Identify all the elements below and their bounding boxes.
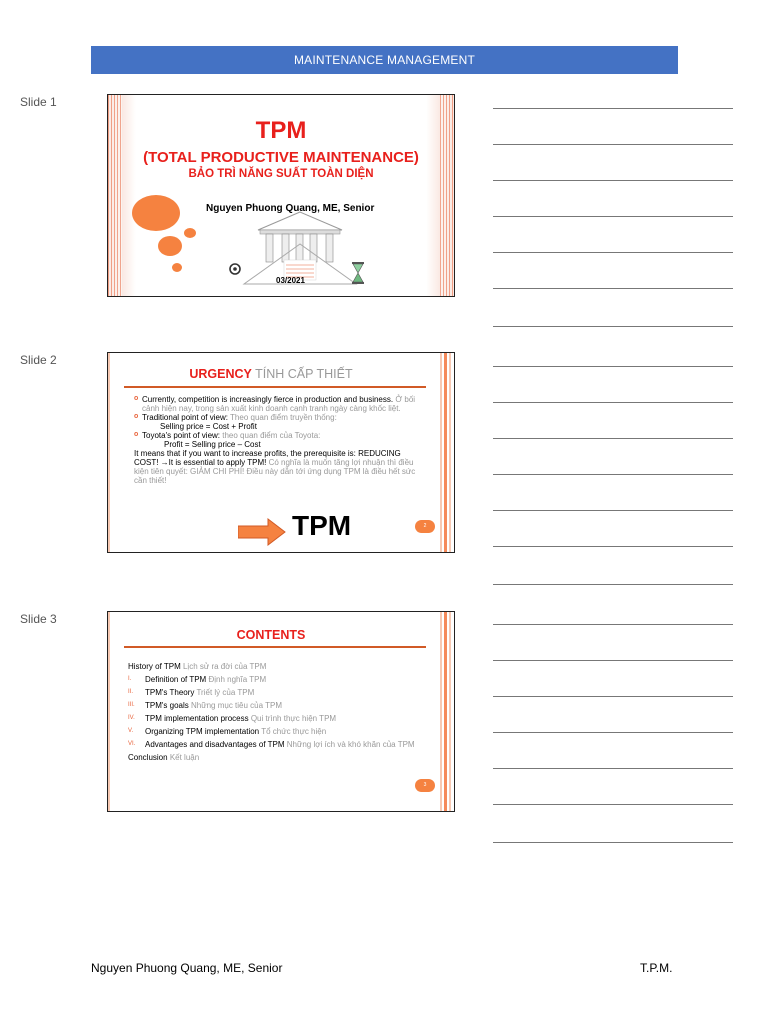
bullet-text-vi: theo quan điểm của Toyota: bbox=[222, 431, 321, 440]
paragraph-text: It means that if you want to increase profits, the prerequisite is: REDUCING COST! →It is essential to apply TPM! bbox=[134, 449, 401, 467]
slide-label-2: Slide 2 bbox=[20, 353, 57, 367]
list-item-text: Organizing TPM implementation bbox=[145, 727, 260, 736]
slide-2-body bbox=[134, 395, 424, 485]
footer-title: T.P.M. bbox=[640, 961, 673, 975]
paragraph-text-vi: Có nghĩa là muốn tăng lợi nhuận thì điều kiện tiên quyết: GIẢM CHI PHÍ! Điều này dẫn tới ứng dụng TPM là điều hết sức cần thiết! bbox=[134, 458, 416, 485]
list-item-number: VI. bbox=[128, 741, 136, 747]
slide-label-3: Slide 3 bbox=[20, 612, 57, 626]
list-item-text: History of TPM bbox=[128, 662, 181, 671]
note-line bbox=[493, 732, 733, 733]
list-item-text-vi: Lịch sử ra đời của TPM bbox=[182, 662, 267, 671]
note-line bbox=[493, 842, 733, 843]
note-line bbox=[493, 216, 733, 217]
decorative-circle-tiny bbox=[172, 263, 182, 272]
note-line bbox=[493, 804, 733, 805]
note-line bbox=[493, 696, 733, 697]
note-line bbox=[493, 584, 733, 585]
list-item-text: TPM implementation process bbox=[145, 714, 249, 723]
slide-label-1: Slide 1 bbox=[20, 95, 57, 109]
contents-list bbox=[128, 660, 418, 764]
slide-2-thumbnail[interactable] bbox=[107, 352, 455, 553]
note-line bbox=[493, 402, 733, 403]
bullet-text: Traditional point of view: bbox=[142, 413, 228, 422]
list-item bbox=[128, 660, 418, 673]
tpm-label: TPM bbox=[292, 510, 352, 541]
list-item-text-vi: Qui trình thực hiện TPM bbox=[250, 714, 337, 723]
formula-text: Selling price = Cost + Profit bbox=[160, 422, 257, 431]
title-rule bbox=[124, 386, 426, 388]
list-item-number: V. bbox=[128, 728, 134, 734]
list-item bbox=[128, 712, 418, 725]
note-line bbox=[493, 144, 733, 145]
note-line bbox=[493, 624, 733, 625]
list-item-text-vi: Tổ chức thực hiện bbox=[261, 727, 327, 736]
slide-2-title-en: URGENCY bbox=[189, 367, 252, 381]
list-item bbox=[128, 673, 418, 686]
gear-icon bbox=[228, 262, 242, 276]
page-number-badge: 2 bbox=[415, 520, 435, 533]
decorative-right-stripe bbox=[438, 353, 454, 552]
slide-1-subtitle: (TOTAL PRODUCTIVE MAINTENANCE) bbox=[143, 149, 419, 166]
list-item-number: II. bbox=[128, 689, 134, 695]
decorative-circle-large bbox=[132, 195, 180, 231]
list-item bbox=[128, 738, 418, 751]
bullet-item bbox=[134, 413, 424, 422]
bullet-text: Toyota's point of view: bbox=[142, 431, 221, 440]
list-item-text: Advantages and disadvantages of TPM bbox=[145, 740, 285, 749]
list-item bbox=[128, 686, 418, 699]
list-item bbox=[128, 751, 418, 764]
note-line bbox=[493, 108, 733, 109]
note-line bbox=[493, 546, 733, 547]
decorative-circle-small bbox=[184, 228, 196, 238]
page-number-badge: 3 bbox=[415, 779, 435, 792]
note-line bbox=[493, 288, 733, 289]
slide-1-subtitle-vi: BẢO TRÌ NĂNG SUẤT TOÀN DIỆN bbox=[188, 168, 374, 180]
list-item-text: TPM's Theory bbox=[145, 688, 195, 697]
decorative-right-stripe bbox=[438, 612, 454, 811]
title-rule bbox=[124, 646, 426, 648]
decorative-left-stripe bbox=[108, 353, 113, 552]
slide-1-thumbnail[interactable] bbox=[107, 94, 455, 297]
list-item-text-vi: Những mục tiêu của TPM bbox=[191, 701, 283, 710]
list-item-text-vi: Định nghĩa TPM bbox=[208, 675, 267, 684]
slide-1-date: 03/2021 bbox=[276, 276, 305, 285]
list-item-number: IV. bbox=[128, 715, 135, 721]
bullet-text: Currently, competition is increasingly fierce in production and business. bbox=[142, 395, 394, 404]
footer-author: Nguyen Phuong Quang, ME, Senior bbox=[91, 961, 283, 975]
list-item-text: Definition of TPM bbox=[145, 675, 207, 684]
list-item-text: Conclusion bbox=[128, 753, 168, 762]
hourglass-icon bbox=[351, 262, 365, 284]
temple-pillars-icon bbox=[238, 210, 363, 285]
note-line bbox=[493, 252, 733, 253]
note-line bbox=[493, 510, 733, 511]
decorative-circle-medium bbox=[158, 236, 182, 256]
list-item-text-vi: Những lợi ích và khó khăn của TPM bbox=[286, 740, 415, 749]
list-item-number: I. bbox=[128, 676, 132, 682]
bullet-text-vi: Theo quan điểm truyền thống: bbox=[230, 413, 337, 422]
note-line bbox=[493, 366, 733, 367]
note-line bbox=[493, 660, 733, 661]
page-header: MAINTENANCE MANAGEMENT bbox=[91, 46, 678, 74]
note-line bbox=[493, 180, 733, 181]
bullet-text-vi: Ở bối cảnh hiện nay, trong sản xuất kinh doanh cạnh tranh ngày càng khốc liệt. bbox=[142, 395, 416, 413]
list-item bbox=[128, 699, 418, 712]
formula-text: Profit = Selling price – Cost bbox=[164, 440, 261, 449]
list-item bbox=[128, 725, 418, 738]
note-line bbox=[493, 326, 733, 327]
right-arrow-icon bbox=[238, 518, 286, 546]
slide-2-title bbox=[108, 367, 434, 381]
slide-1-author: Nguyen Phuong Quang, ME, Senior bbox=[206, 203, 375, 214]
list-item-number: III. bbox=[128, 702, 135, 708]
paragraph bbox=[134, 449, 424, 485]
slide-1-title: TPM bbox=[255, 117, 307, 144]
list-item-text-vi: Triết lý của TPM bbox=[196, 688, 255, 697]
bullet-item bbox=[134, 431, 424, 440]
list-item-text: TPM's goals bbox=[145, 701, 189, 710]
slide-2-title-vi: TÍNH CẤP THIẾT bbox=[255, 367, 353, 381]
slide-3-title: CONTENTS bbox=[236, 628, 306, 642]
note-line bbox=[493, 474, 733, 475]
note-line bbox=[493, 768, 733, 769]
list-item-text-vi: Kết luận bbox=[169, 753, 200, 762]
note-line bbox=[493, 438, 733, 439]
bullet-item bbox=[134, 395, 424, 413]
slide-3-thumbnail[interactable] bbox=[107, 611, 455, 812]
